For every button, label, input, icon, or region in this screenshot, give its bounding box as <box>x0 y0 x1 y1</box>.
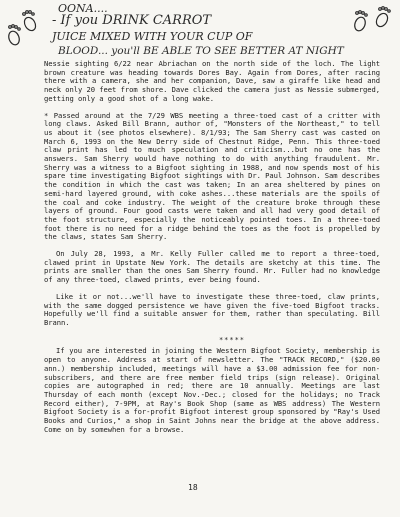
paragraph-three-toed-cast: * Passed around at the 7/29 WBS meeting a three-toed cast of a critter with long claws. Asked Bill Brann, author of, "Monsters of the Northeast," to tell us about it (see photos elsewhere). 8/1/93; The Sam Sherry cast was casted on March 6, 1993 on the New Derry side of Chestnut Ridge, Penn. This three-toed claw print has led to much speculation and criticism...but no one has the answers. Sam Sherry would have nothing to do with anything fraudulent. Mr. Sherry was a witness to a Bigfoot sighting in 1988, and now spends most of his spare time investigating Bigfoot sightings with Dr. Paul Johnson. Sam describes the condition in which the cast was taken; In an area sheltered by pines on semi-hard layered ground, with coke ashes...these materials are the spoils of the coal and coke industry. The weight of the creature broke through these layers of ground. Four good casts were taken and all had very good detail of the foot structure, especially the noticeably pointed toes. In a three-toed foot there is no need for a ridge behind the toes as the foot is propelled by the claws, states Sam Sherry. <box>44 110 380 242</box>
handwritten-note-line: OONA.... <box>58 2 108 15</box>
paragraph-membership-info: If you are interested in joining the Western Bigfoot Society, membership is open to anyone. Address at start of newsletter. The "TRACK RECORD," ($20.00 ann.) membership included, meetings will have a $3.00 admission fee for non-subscribers, and there are free member field trips (sign release). Original copies are autographed in red; there are 10 annually. Meetings are last Thursday of each month (except Nov.-Dec.; closed for the holidays; no Track Record either), 7-9PM, at Ray's Book Shop (same as WBS address) The Western Bigfoot Society is a for-profit Bigfoot interest group sponsored by "Ray's Used Books and Curios," a shop in Saint Johns near the bridge at the above address. Come on by somewhen for a browse. <box>44 346 380 434</box>
page-number: 18 <box>188 483 198 492</box>
bigfoot-footprints-icon <box>348 2 398 36</box>
handwritten-note-line: - If you DRINK CARROT <box>52 13 212 28</box>
paragraph-investigate-claw-prints: Like it or not...we'll have to investigate these three-toed, claw prints, with the same dogged persistence we have given the five-toed Bigfoot tracks. Hopefully we'll find a suitable answer for them, rather than speculating. Bill Brann. <box>44 291 380 327</box>
section-divider: ***** <box>218 335 246 344</box>
article-body <box>44 60 380 442</box>
paragraph-nessie-sighting: Nessie sighting 6/22 near Abriachan on the north side of the loch. The light brown creature was heading towards Dores Bay. Again from Dores, after racing there with a camera, she and her companion, Dave, saw a giraffe like head and neck only 20 feet from shore. Dave clicked the camera just as Nessie submerged, getting only a good shot of a long wake. <box>44 59 380 103</box>
handwritten-note-line: JUICE MIXED WITH YOUR CUP OF <box>52 30 253 43</box>
handwritten-note-line: BLOOD... you'll BE ABLE TO SEE BETTER AT NIGHT <box>58 45 344 57</box>
paragraph-kelly-fuller-report: On July 28, 1993, a Mr. Kelly Fuller called me to report a three-toed, clawed print in Upstate New York. The details are sketchy at this time. The prints are smaller than the ones Sam Sherry found. Mr. Fuller had no knowledge of any three-toed, clawed prints, ever being found. <box>44 249 380 285</box>
bigfoot-footprints-icon <box>4 2 54 50</box>
